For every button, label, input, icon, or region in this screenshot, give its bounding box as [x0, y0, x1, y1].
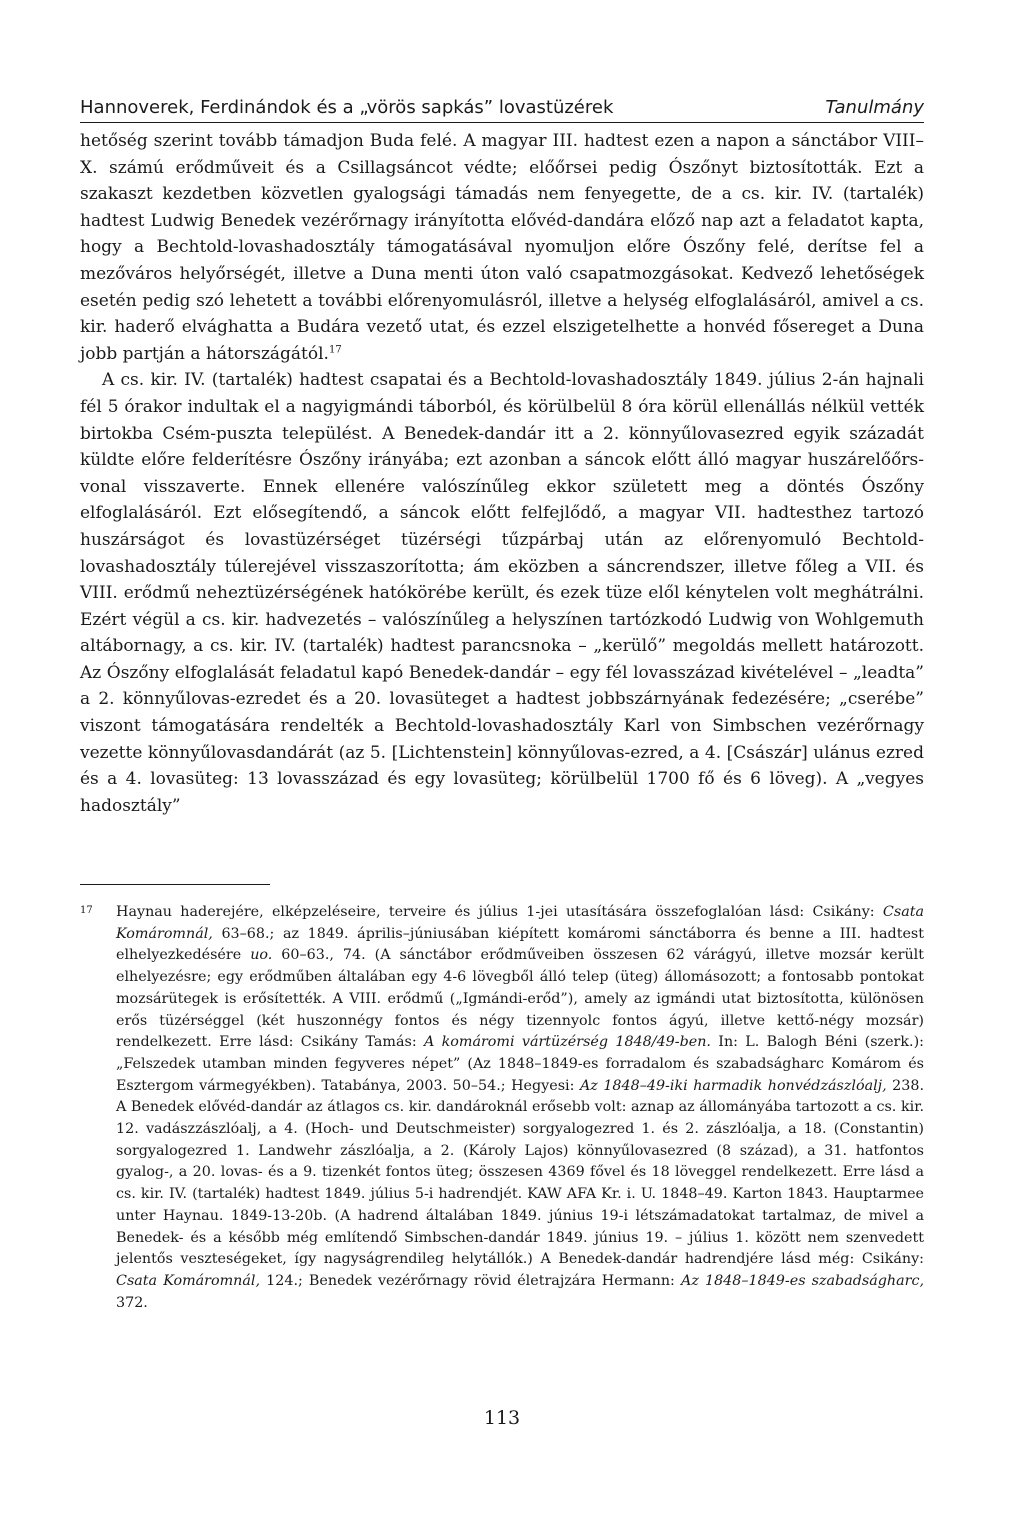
footnote-text-7: 372.	[116, 1294, 148, 1311]
footnote-body	[116, 902, 924, 1314]
page-number: 113	[483, 1407, 521, 1429]
running-title: Hannoverek, Ferdinándok és a „vörös sapkás” lovastüzérek	[80, 97, 614, 118]
footnote-divider	[80, 884, 270, 885]
footnote-text-2: 63–68.; az 1849. április–júniusában kiépített komáromi sánctáborra és benne a III. hadtest elhelyezkedésére	[116, 925, 924, 964]
footnote-text-6: 124.; Benedek vezérőrnagy rövid életrajzára Hermann:	[260, 1272, 681, 1289]
footnote-text-5: 238. A Benedek elővéd-dandár az átlagos cs. kir. dandároknál erősebb volt: aznap az állományába tartozott a cs. kir. 12. vadászzászlóalj, a 4. (Hoch- und Deutschmeister) sorgyalogezred 1. és 2. zászlóalja, a 18. (Constantin) sorgyalogezred 1. Landwehr zászlóalja, a 2. (Károly Lajos) könnyűlovasezred (8 század), a 31. hatfontos gyalog-, a 20. lovas- és a 9. tizenkét fontos üteg; összesen 4369 fővel és 18 löveggel rendelkezett. Erre lásd a cs. kir. IV. (tartalék) hadtest 1849. július 5-i hadrendjét. KAW AFA Kr. i. U. 1848–49. Karton 1843. Hauptarmee unter Haynau. 1849-13-20b. (A hadrend általában 1849. június 19-i létszámadatokat tartalmaz, de mivel a Benedek- és a később még említendő Simbschen-dandár 1849. június 19. – július 1. között nem szenvedett jelentős veszteségeket, így nagyságrendileg helytállók.) A Benedek-dandár hadrendjére lásd még: Csikány:	[116, 1077, 924, 1268]
footnote-citation-3: A komáromi vártüzérség 1848/49-ben.	[423, 1034, 711, 1051]
footnote-17	[80, 902, 924, 1314]
body-text	[80, 128, 924, 819]
footnote-citation-4: Az 1848–49-iki harmadik honvédzászlóalj,	[579, 1077, 887, 1094]
footnote-reference[interactable]: 17	[328, 344, 342, 356]
footnote-citation-2: uo.	[250, 947, 273, 964]
running-header	[80, 88, 924, 123]
footnote-text-4: In: L. Balogh Béni (szerk.): „Felszedek utamban minden fegyveres népet” (Az 1848–1849-es forradalom és szabadságharc Komárom és Esztergom vármegyékben). Tatabánya, 2003. 50–54.; Hegyesi:	[116, 1034, 924, 1094]
section-label: Tanulmány	[825, 97, 924, 118]
paragraph-1	[80, 128, 924, 367]
paragraph-1-text: hetőség szerint tovább támadjon Buda felé. A magyar III. hadtest ezen a napon a sánctábor VIII–X. számú erődműveit és a Csillagsáncot védte; előőrsei pedig Ószőnyt biztosították. Ezt a szakaszt kezdetben közvetlen gyalogsági támadás nem fenyegette, de a cs. kir. IV. (tartalék) hadtest Ludwig Benedek vezérőrnagy irányította elővéd-dandára előző nap azt a feladatot kapta, hogy a Bechtold-lovashadosztály támogatásával nyomuljon előre Ószőny felé, derítse fel a mezőváros helyőrségét, illetve a Duna menti úton való csapatmozgásokat. Kedvező lehetőségek esetén pedig szó lehetett a további előrenyomulásról, illetve a helység elfoglalásáról, amivel a cs. kir. haderő elvághatta a Budára vezető utat, és ezzel elszigetelhette a honvéd fősereget a Duna jobb partján a hátországától.	[80, 131, 924, 364]
footnote-number: 17	[80, 905, 93, 916]
footnote-citation-5: Csata Komáromnál,	[116, 1272, 261, 1289]
footnote-citation-6: Az 1848–1849-es szabadságharc,	[681, 1272, 925, 1289]
paragraph-2: A cs. kir. IV. (tartalék) hadtest csapatai és a Bechtold-lovashadosztály 1849. július 2-án hajnali fél 5 órakor indultak el a nagyigmándi táborból, és körülbelül 8 óra körül ellenállás nélkül vették birtokba Csém-puszta települést. A Benedek-dandár itt a 2. könnyűlovasezred egyik századát küldte előre felderítésre Ószőny irányába; ezt azonban a sáncok előtt álló magyar huszárelőőrs-vonal visszaverte. Ennek ellenére valószínűleg ekkor született meg a döntés Ószőny elfoglalásáról. Ezt elősegítendő, a sáncok előtt felfejlődő, a magyar VII. hadtesthez tartozó huszárságot és lovastüzérséget tüzérségi tűzpárbaj után az előrenyomuló Bechtold-lovashadosztály túlerejével visszaszorította; ám eközben a sáncrendszer, illetve főleg a VII. és VIII. erődmű neheztüzérségének hatókörébe került, és ezek tüze elől kénytelen volt meghátrálni. Ezért végül a cs. kir. hadvezetés – valószínűleg a helyszínen tartózkodó Ludwig von Wohlgemuth altábornagy, a cs. kir. IV. (tartalék) hadtest parancsnoka – „kerülő” megoldás mellett határozott. Az Ószőny elfoglalását feladatul kapó Benedek-dandár – egy fél lovasszázad kivételével – „leadta” a 2. könnyűlovas-ezredet és a 20. lovasüteget a hadtest jobbszárnyának fedezésére; „cserébe” viszont támogatására rendelték a Bechtold-lovashadosztály Karl von Simbschen vezérőrnagy vezette könnyűlovasdandárát (az 5. [Lichtenstein] könnyűlovas-ezred, a 4. [Császár] ulánus ezred és a 4. lovasüteg: 13 lovasszázad és egy lovasüteg; körülbelül 1700 fő és 6 löveg). A „vegyes hadosztály”	[80, 370, 924, 816]
footnote-text-1: Haynau haderejére, elképzeléseire, terveire és július 1-jei utasítására összefoglalóan lásd: Csikány:	[116, 904, 883, 920]
footnote-citation-1: Csata Komáromnál,	[116, 904, 924, 942]
footnote-text-3: 60–63., 74. (A sánctábor erődműveiben összesen 62 várágyú, illetve mozsár került elhelyezésre; egy erődműben általában egy 4-6 lövegből álló telep (üteg) állomásozott; a fontosabb pontokat mozsárütegek is erősítették. A VIII. erődmű („Igmándi-erőd”), amely az igmándi utat biztosította, különösen erős tüzérséggel (két huszonnégy fontos és négy tizennyolc fontos ágyú, illetve kettő-négy mozsár) rendelkezett. Erre lásd: Csikány Tamás:	[116, 947, 924, 1051]
